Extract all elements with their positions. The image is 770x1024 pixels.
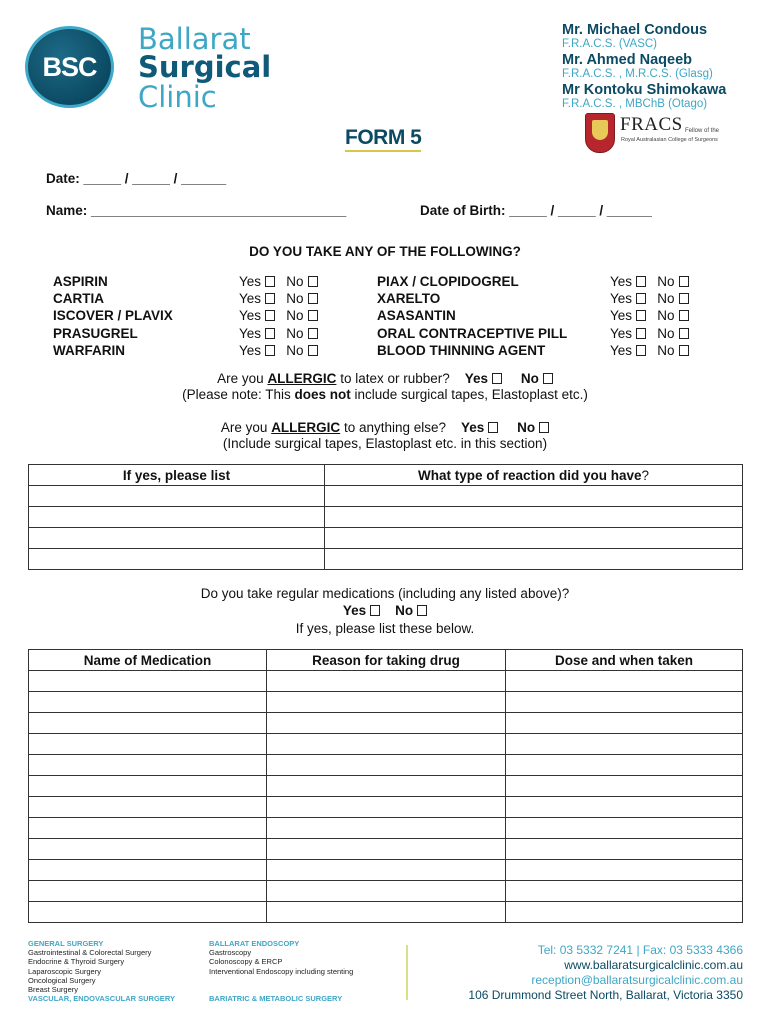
yes-no-row: Yes No bbox=[610, 307, 689, 324]
table-row bbox=[29, 671, 743, 692]
column-header: Dose and when taken bbox=[506, 650, 743, 671]
table-row bbox=[29, 755, 743, 776]
table-cell[interactable] bbox=[267, 818, 506, 839]
table-cell[interactable] bbox=[29, 860, 267, 881]
fracs-crest-icon bbox=[585, 113, 615, 153]
footer-item: Endocrine & Thyroid Surgery bbox=[28, 957, 125, 967]
footer-fax: Fax: 03 5333 4366 bbox=[642, 943, 743, 957]
table-row bbox=[29, 881, 743, 902]
table-cell[interactable] bbox=[29, 486, 325, 507]
yes-checkbox[interactable] bbox=[636, 293, 646, 304]
name-field[interactable]: Name: __________________________________ bbox=[46, 203, 347, 218]
medication-table bbox=[28, 649, 743, 923]
yes-checkbox[interactable] bbox=[265, 276, 275, 287]
doctor-name: Mr. Ahmed Naqeeb bbox=[562, 52, 692, 68]
table-cell[interactable] bbox=[267, 776, 506, 797]
table-cell[interactable] bbox=[267, 713, 506, 734]
regular-medication-yes-no: Yes No bbox=[0, 602, 770, 619]
table-row bbox=[29, 549, 743, 570]
table-cell[interactable] bbox=[506, 692, 743, 713]
table-row bbox=[29, 507, 743, 528]
doctor-name: Mr. Michael Condous bbox=[562, 22, 708, 38]
table-cell[interactable] bbox=[267, 881, 506, 902]
medication-name: WARFARIN bbox=[53, 342, 125, 358]
regular-medication-question: Do you take regular medications (including any listed above)? bbox=[200, 586, 570, 601]
other-yes-checkbox[interactable] bbox=[488, 422, 498, 433]
table-cell[interactable] bbox=[506, 881, 743, 902]
clinic-name-line2: Surgical bbox=[138, 50, 272, 84]
table-cell[interactable] bbox=[506, 818, 743, 839]
footer-contact: Tel: 03 5332 7241 | Fax: 03 5333 4366 www.ballaratsurgicalclinic.com.au reception@ballaratsurgicalclinic.com.au 106 Drummond Street North, Ballarat, Victoria 3350 bbox=[468, 943, 743, 1002]
table-row bbox=[29, 692, 743, 713]
meds-no-checkbox[interactable] bbox=[417, 605, 427, 616]
table-cell[interactable] bbox=[267, 671, 506, 692]
column-header: Name of Medication bbox=[29, 650, 267, 671]
table-cell[interactable] bbox=[267, 692, 506, 713]
footer-item: Colonoscopy & ERCP bbox=[209, 957, 283, 967]
medication-name: ISCOVER / PLAVIX bbox=[53, 308, 173, 324]
medication-name: CARTIA bbox=[53, 291, 104, 307]
table-cell[interactable] bbox=[29, 881, 267, 902]
fracs-acronym: FRACS bbox=[620, 114, 683, 135]
other-no-checkbox[interactable] bbox=[539, 422, 549, 433]
footer-website-link[interactable]: www.ballaratsurgicalclinic.com.au bbox=[564, 958, 743, 972]
footer-heading: GENERAL SURGERY bbox=[28, 939, 104, 948]
yes-checkbox[interactable] bbox=[636, 345, 646, 356]
allergic-keyword: ALLERGIC bbox=[267, 371, 337, 386]
footer-tel[interactable]: Tel: 03 5332 7241 bbox=[537, 943, 634, 957]
no-checkbox[interactable] bbox=[679, 328, 689, 339]
dob-field[interactable]: Date of Birth: _____ / _____ / ______ bbox=[420, 203, 652, 218]
latex-allergy-question: Are you ALLERGIC to latex or rubber? Yes No bbox=[0, 370, 770, 387]
footer-item: Interventional Endoscopy including stenting bbox=[209, 966, 354, 976]
yes-no-row: Yes No bbox=[610, 342, 689, 359]
medication-name: ASASANTIN bbox=[377, 308, 456, 324]
table-cell[interactable] bbox=[325, 486, 743, 507]
footer-item: Oncological Surgery bbox=[28, 975, 96, 985]
table-cell[interactable] bbox=[267, 755, 506, 776]
table-row bbox=[29, 734, 743, 755]
footer-heading: BARIATRIC & METABOLIC SURGERY bbox=[209, 993, 343, 1003]
table-cell[interactable] bbox=[267, 860, 506, 881]
doctor-qualifications: F.R.A.C.S. , M.R.C.S. (Glasg) bbox=[562, 68, 713, 80]
doctor-qualifications: F.R.A.C.S. (VASC) bbox=[562, 38, 657, 50]
yes-no-row: Yes No bbox=[239, 325, 318, 342]
yes-no-row: Yes No bbox=[239, 290, 318, 307]
fracs-fellow: Fellow of the bbox=[685, 128, 720, 134]
clinic-logo bbox=[25, 26, 114, 108]
medication-name: XARELTO bbox=[377, 291, 441, 307]
footer-general-surgery bbox=[28, 939, 175, 1003]
fracs-logo bbox=[585, 113, 725, 157]
table-cell[interactable] bbox=[29, 671, 267, 692]
latex-yes-checkbox[interactable] bbox=[492, 373, 502, 384]
form-title: FORM 5 bbox=[345, 126, 421, 152]
footer-item: Breast Surgery bbox=[28, 985, 79, 995]
yes-checkbox[interactable] bbox=[265, 310, 275, 321]
yes-checkbox[interactable] bbox=[265, 345, 275, 356]
table-cell[interactable] bbox=[506, 734, 743, 755]
table-cell[interactable] bbox=[29, 776, 267, 797]
other-allergy-note: (Include surgical tapes, Elastoplast etc. in this section) bbox=[222, 436, 548, 451]
table-cell[interactable] bbox=[506, 839, 743, 860]
yes-checkbox[interactable] bbox=[636, 328, 646, 339]
no-checkbox[interactable] bbox=[679, 310, 689, 321]
yes-checkbox[interactable] bbox=[265, 293, 275, 304]
medication-question-heading: DO YOU TAKE ANY OF THE FOLLOWING? bbox=[249, 244, 521, 259]
no-checkbox[interactable] bbox=[308, 293, 318, 304]
footer-item: Gastroscopy bbox=[209, 948, 252, 958]
table-cell[interactable] bbox=[506, 797, 743, 818]
table-row bbox=[29, 860, 743, 881]
medication-list-left bbox=[53, 273, 173, 359]
latex-allergy-note: (Please note: This does not include surgical tapes, Elastoplast etc.) bbox=[182, 387, 588, 402]
table-cell[interactable] bbox=[267, 797, 506, 818]
table-cell[interactable] bbox=[29, 549, 325, 570]
yes-checkbox[interactable] bbox=[636, 310, 646, 321]
footer-address: 106 Drummond Street North, Ballarat, Victoria 3350 bbox=[468, 988, 743, 1002]
table-cell[interactable] bbox=[29, 839, 267, 860]
meds-yes-checkbox[interactable] bbox=[370, 605, 380, 616]
table-cell[interactable] bbox=[267, 839, 506, 860]
table-header-row bbox=[29, 465, 743, 486]
table-cell[interactable] bbox=[325, 507, 743, 528]
medication-name: PRASUGREL bbox=[53, 325, 138, 341]
table-cell[interactable] bbox=[29, 902, 267, 923]
allergic-keyword: ALLERGIC bbox=[271, 420, 341, 435]
table-row bbox=[29, 776, 743, 797]
yes-no-row: Yes No bbox=[610, 290, 689, 307]
table-cell[interactable] bbox=[325, 528, 743, 549]
date-field[interactable]: Date: _____ / _____ / ______ bbox=[46, 171, 227, 186]
no-checkbox[interactable] bbox=[679, 345, 689, 356]
yes-checkbox[interactable] bbox=[636, 276, 646, 287]
clinic-name-line3: Clinic bbox=[138, 80, 217, 114]
footer-divider bbox=[406, 945, 408, 1000]
table-cell[interactable] bbox=[506, 671, 743, 692]
yes-no-row: Yes No bbox=[239, 273, 318, 290]
yes-no-row: Yes No bbox=[610, 273, 689, 290]
medication-name: ORAL CONTRACEPTIVE PILL bbox=[377, 325, 568, 341]
latex-no-checkbox[interactable] bbox=[543, 373, 553, 384]
table-cell[interactable] bbox=[29, 692, 267, 713]
footer-email-link[interactable]: reception@ballaratsurgicalclinic.com.au bbox=[531, 973, 743, 987]
table-row bbox=[29, 818, 743, 839]
no-checkbox[interactable] bbox=[308, 345, 318, 356]
table-cell[interactable] bbox=[29, 755, 267, 776]
footer-heading: VASCULAR, ENDOVASCULAR SURGERY bbox=[28, 994, 175, 1004]
table-cell[interactable] bbox=[506, 755, 743, 776]
table-cell[interactable] bbox=[506, 902, 743, 923]
yes-no-left bbox=[239, 273, 318, 359]
doctor-list bbox=[562, 22, 742, 112]
column-header: Reason for taking drug bbox=[267, 650, 506, 671]
column-header: What type of reaction did you have? bbox=[325, 465, 743, 486]
other-allergy-question: Are you ALLERGIC to anything else? Yes No bbox=[0, 419, 770, 436]
footer-heading: BALLARAT ENDOSCOPY bbox=[209, 939, 300, 948]
table-row bbox=[29, 839, 743, 860]
table-row bbox=[29, 528, 743, 549]
table-row bbox=[29, 713, 743, 734]
table-cell[interactable] bbox=[29, 734, 267, 755]
yes-no-row: Yes No bbox=[239, 307, 318, 324]
allergy-table bbox=[28, 464, 743, 570]
no-checkbox[interactable] bbox=[308, 310, 318, 321]
medication-name: ASPIRIN bbox=[53, 274, 108, 289]
footer-endoscopy bbox=[209, 939, 353, 1003]
table-row bbox=[29, 902, 743, 923]
medication-name: PIAX / CLOPIDOGREL bbox=[377, 274, 519, 289]
no-checkbox[interactable] bbox=[308, 276, 318, 287]
table-cell[interactable] bbox=[506, 776, 743, 797]
fracs-college: Royal Australasian College of Surgeons bbox=[621, 137, 718, 143]
table-row bbox=[29, 797, 743, 818]
table-cell[interactable] bbox=[267, 902, 506, 923]
table-cell[interactable] bbox=[29, 528, 325, 549]
yes-checkbox[interactable] bbox=[265, 328, 275, 339]
table-row bbox=[29, 486, 743, 507]
table-cell[interactable] bbox=[325, 549, 743, 570]
yes-no-row: Yes No bbox=[610, 325, 689, 342]
table-cell[interactable] bbox=[29, 713, 267, 734]
column-header: If yes, please list bbox=[29, 465, 325, 486]
yes-no-row: Yes No bbox=[239, 342, 318, 359]
table-cell[interactable] bbox=[29, 797, 267, 818]
table-header-row bbox=[29, 650, 743, 671]
table-cell[interactable] bbox=[506, 860, 743, 881]
medication-list-right bbox=[377, 273, 567, 359]
no-checkbox[interactable] bbox=[679, 276, 689, 287]
clinic-name-line1: Ballarat bbox=[138, 22, 251, 56]
no-checkbox[interactable] bbox=[308, 328, 318, 339]
footer-item: Laparoscopic Surgery bbox=[28, 966, 101, 976]
doctor-qualifications: F.R.A.C.S. , MBChB (Otago) bbox=[562, 98, 708, 110]
table-cell[interactable] bbox=[29, 818, 267, 839]
regular-medication-instruction: If yes, please list these below. bbox=[295, 621, 475, 636]
footer-item: Gastrointestinal & Colorectal Surgery bbox=[28, 948, 152, 958]
table-cell[interactable] bbox=[29, 507, 325, 528]
table-cell[interactable] bbox=[267, 734, 506, 755]
doctor-name: Mr Kontoku Shimokawa bbox=[562, 82, 727, 98]
table-cell[interactable] bbox=[506, 713, 743, 734]
no-checkbox[interactable] bbox=[679, 293, 689, 304]
logo-initials: BSC bbox=[42, 51, 97, 82]
yes-no-right bbox=[610, 273, 689, 359]
medication-name: BLOOD THINNING AGENT bbox=[377, 342, 546, 358]
